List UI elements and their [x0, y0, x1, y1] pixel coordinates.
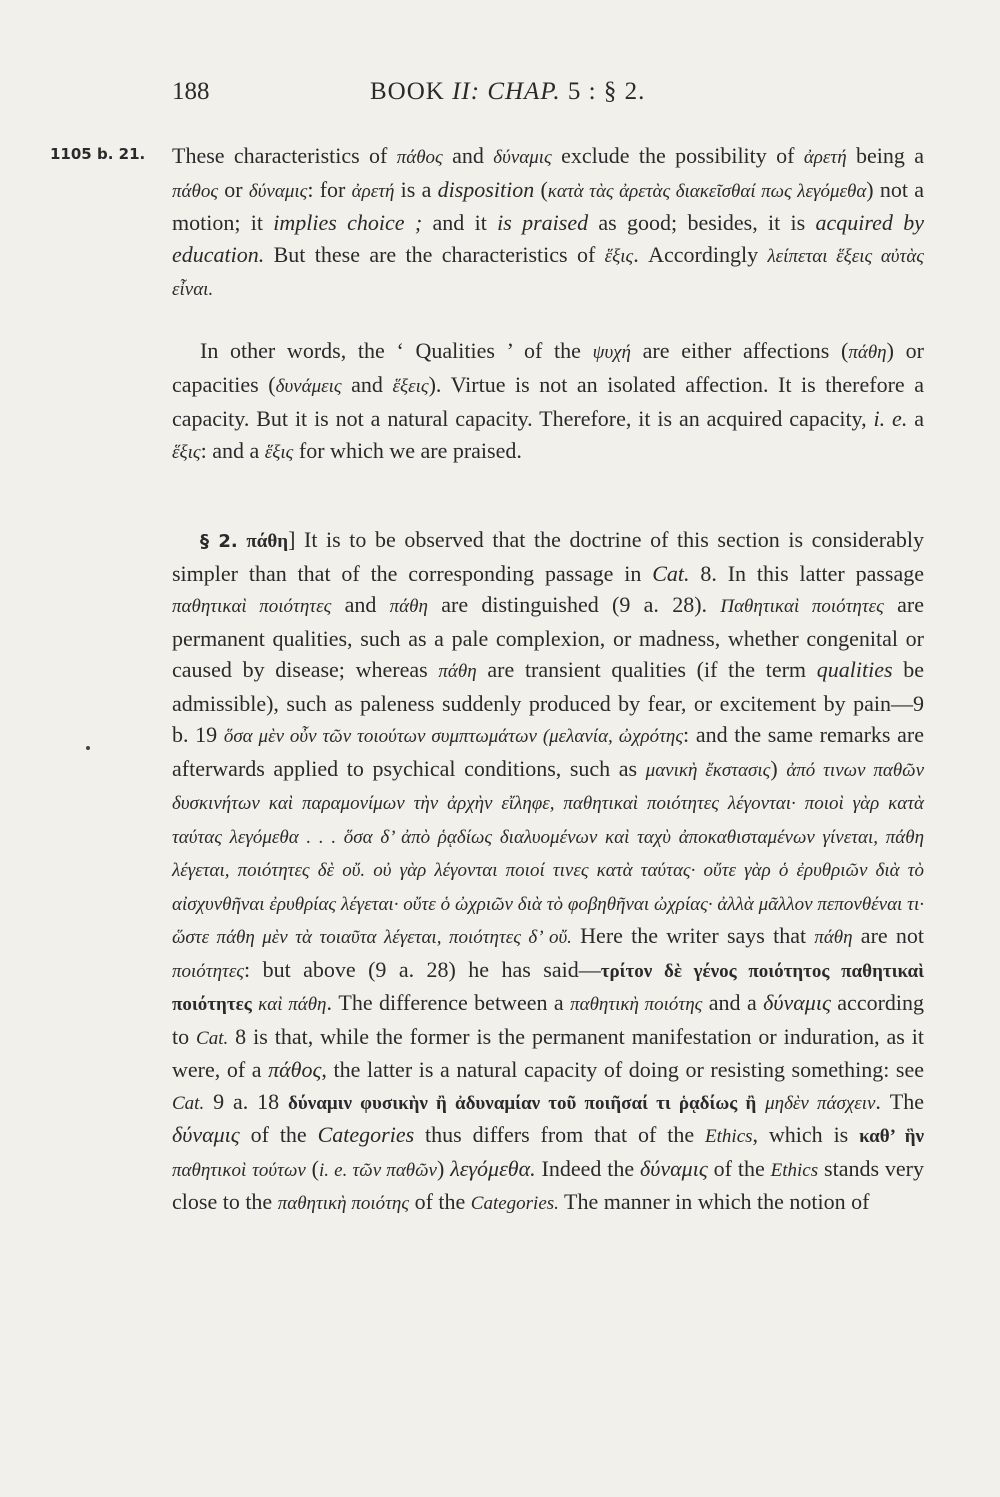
greek-term: Παθητικαὶ ποιότητες — [720, 596, 884, 617]
text: is a — [394, 176, 438, 202]
text: The manner in which the notion of — [558, 1189, 870, 1214]
lemma: πάθη — [246, 531, 289, 552]
text: ( — [534, 176, 548, 202]
greek-term: παθητικαὶ ποιότητες — [172, 596, 332, 617]
text: according to — [172, 990, 925, 1049]
text: . The difference between a — [326, 990, 571, 1015]
italic-text: is praised — [497, 210, 589, 236]
italic-text: λεγόμεθα. — [450, 1155, 536, 1181]
text: : and a — [200, 438, 265, 463]
text: being a — [846, 143, 924, 168]
text: Here the writer says that — [571, 923, 815, 948]
greek-term: Categories. — [470, 1193, 559, 1214]
greek-quote: ὅσα μὲν οὖν τῶν τοιούτων συμπτωμάτων (μελανία, ὠχρότης — [223, 726, 684, 747]
greek-term: πάθος — [172, 180, 219, 202]
text: of the — [239, 1122, 318, 1147]
text — [756, 1089, 765, 1114]
margin-dot — [86, 746, 90, 750]
italic-text: δύναμις — [640, 1155, 708, 1181]
text: ] It is to be observed that the doctrine of this section is considerably simpler than that of the corresponding passage in — [172, 527, 925, 586]
greek-term: πάθη — [389, 596, 428, 617]
text: and it — [422, 210, 498, 236]
italic-text: qualities — [816, 657, 893, 682]
text: ) — [436, 1155, 451, 1181]
text: , which is — [752, 1122, 860, 1147]
text: or — [218, 176, 249, 202]
greek-term: παθητικὴ ποιότης — [570, 994, 703, 1015]
page-number: 188 — [172, 78, 210, 105]
text: 8 is that, while the former is the permanent manifestation or induration, as it were, of a — [172, 1023, 924, 1082]
greek-bold: καθ’ ἣν — [859, 1126, 924, 1147]
italic-text: Categories — [317, 1122, 415, 1147]
greek-quote: ποιότητες — [172, 960, 245, 982]
text: 8. In this latter passage — [689, 560, 924, 586]
text: . Accordingly — [633, 241, 768, 267]
greek-term: δύναμις — [493, 147, 552, 168]
text: and — [442, 143, 494, 168]
text: ) not a motion; it — [172, 176, 924, 236]
paragraph-3 — [172, 524, 924, 1220]
text: for which we are praised. — [293, 438, 522, 463]
greek-term: μηδὲν πάσχειν — [765, 1092, 876, 1114]
text: , the latter is a natural capacity of doing or resisting something: see — [321, 1057, 924, 1082]
section-number: § 2. — [200, 531, 238, 552]
italic-text: implies choice ; — [273, 210, 423, 236]
text: : and the same remarks are afterwards applied to psychical conditions, such as — [172, 722, 924, 781]
text: thus differs from that of the — [414, 1122, 706, 1147]
italic-text: Cat. — [652, 560, 690, 586]
text: exclude the possibility of — [551, 143, 804, 168]
italic-text: δύναμις — [172, 1122, 240, 1147]
text: and — [341, 372, 393, 397]
greek-term: Cat. — [196, 1027, 229, 1049]
text: ). Virtue is not an isolated affection. It is therefore a capacity. But it is not a natural capacity. Therefore, it is an acquired capacity, — [172, 372, 924, 431]
greek-term: παθητικοὶ — [172, 1159, 247, 1181]
greek-term: ἀρετή — [351, 180, 395, 202]
italic-text: disposition — [437, 176, 535, 202]
page-header — [172, 78, 922, 118]
text: : for — [307, 176, 352, 202]
text: a — [907, 406, 924, 431]
text: ) — [770, 755, 787, 781]
greek-term: i. e. τῶν παθῶν — [319, 1159, 437, 1181]
greek-term: ἕξις — [172, 442, 201, 463]
paragraph-1 — [172, 140, 924, 306]
text: In other words, the ‘ Qualities ’ of the — [200, 338, 593, 363]
greek-term: ψυχή — [592, 342, 631, 363]
text: These characteristics of — [172, 143, 397, 168]
running-head-prefix: BOOK — [370, 78, 453, 105]
greek-term: μανικὴ ἔκστασις — [645, 759, 771, 781]
text: and a — [702, 990, 764, 1015]
text: of the — [409, 1189, 471, 1214]
text: 9 a. 18 — [204, 1088, 289, 1114]
running-head-italic: II: CHAP. — [452, 78, 561, 105]
paragraph-2 — [172, 335, 924, 469]
text: be admissible), such as paleness suddenly produced by fear, or excitement by pain—9 b. 19 — [172, 657, 925, 747]
greek-term: παθητικὴ ποιότης — [277, 1193, 410, 1214]
text: ) or capacities ( — [172, 338, 924, 397]
italic-text: acquired by education. — [172, 210, 924, 267]
text: : but above (9 a. 28) he has said— — [244, 956, 601, 982]
italic-text: πάθος — [268, 1057, 322, 1082]
greek-bold: τρίτον δὲ γένος ποιότητος παθητικαὶ ποιότητες — [172, 960, 924, 1015]
italic-text: δύναμις — [763, 990, 831, 1015]
text: ( — [305, 1155, 320, 1181]
text: and — [331, 592, 390, 617]
text: are permanent qualities, such as a pale complexion, or madness, whether congenital or caused by disease; whereas — [172, 592, 925, 682]
greek-term: δυνάμεις — [275, 376, 342, 397]
greek-term: πάθη — [438, 661, 477, 682]
running-head — [370, 78, 645, 106]
greek-term: δύναμις — [248, 180, 308, 202]
greek-term: πάθος — [396, 147, 443, 168]
greek-term: ἀρετή — [803, 147, 847, 168]
text: of the — [707, 1155, 771, 1181]
greek-term: Ethics — [705, 1126, 753, 1147]
text: as good; besides, it is — [588, 210, 816, 236]
greek-term: ἕξεις — [392, 376, 429, 397]
greek-quote: λείπεται ἕξεις αὐτὰς εἶναι. — [172, 245, 924, 301]
text: are transient qualities (if the term — [476, 657, 817, 682]
greek-term: ἕξις — [604, 245, 634, 267]
greek-term: καὶ πάθη — [258, 994, 327, 1015]
text: . The — [875, 1088, 925, 1114]
greek-quote: κατὰ τὰς ἀρετὰς διακεῖσθαί πως λεγόμεθα — [547, 180, 867, 202]
text: But these are the characteristics of — [264, 241, 605, 267]
text: are distinguished (9 a. 28). — [427, 592, 721, 617]
greek-quote: ἀπό τινων παθῶν δυσκινήτων καὶ παραμονίμων τὴν ἀρχὴν εἴληφε, παθητικαὶ ποιότητες λέγονται· ποιοὶ γὰρ κατὰ ταύτας λεγόμεθα . . . ὅσα δ’ ἀπὸ ῥᾳδίως διαλυομένων καὶ ταχὺ ἀποκαθισταμένων γίνεται, πάθη λέγεται, ποιότητες δὲ οὔ. οὐ γὰρ λέγονται ποιοί τινες κατὰ ταύτας· οὔτε γὰρ ὁ ἐρυθριῶν διὰ τὸ αἰσχυνθῆναι ἐρυθρίας λέγεται· οὔτε ὁ ὠχριῶν διὰ τὸ φοβηθῆναι ὠχρίας· ἀλλὰ μᾶλλον πεπονθέναι τι· ὥστε πάθη μὲν τὰ τοιαῦτα λέγεται, ποιότητες δ’ οὔ. — [172, 759, 924, 948]
greek-bold: δύναμιν φυσικὴν ἢ ἀδυναμίαν τοῦ ποιῆσαί τι ῥᾳδίως ἢ — [288, 1092, 757, 1114]
margin-reference: 1105 b. 21. — [50, 145, 146, 163]
greek-term: πάθη — [848, 342, 887, 363]
greek-term: Ethics — [770, 1159, 819, 1181]
greek-term: ἕξις — [264, 442, 294, 463]
greek-quote: Cat. — [172, 1092, 205, 1114]
greek-term: τούτων — [252, 1159, 306, 1181]
text: are either affections ( — [630, 338, 849, 363]
text: stands very close to the — [172, 1155, 924, 1214]
greek-term: πάθη — [814, 927, 853, 948]
text: are not — [852, 923, 924, 948]
running-head-suffix: 5 : § 2. — [560, 78, 646, 105]
italic-text: i. e. — [873, 406, 908, 431]
text: Indeed the — [535, 1155, 641, 1181]
